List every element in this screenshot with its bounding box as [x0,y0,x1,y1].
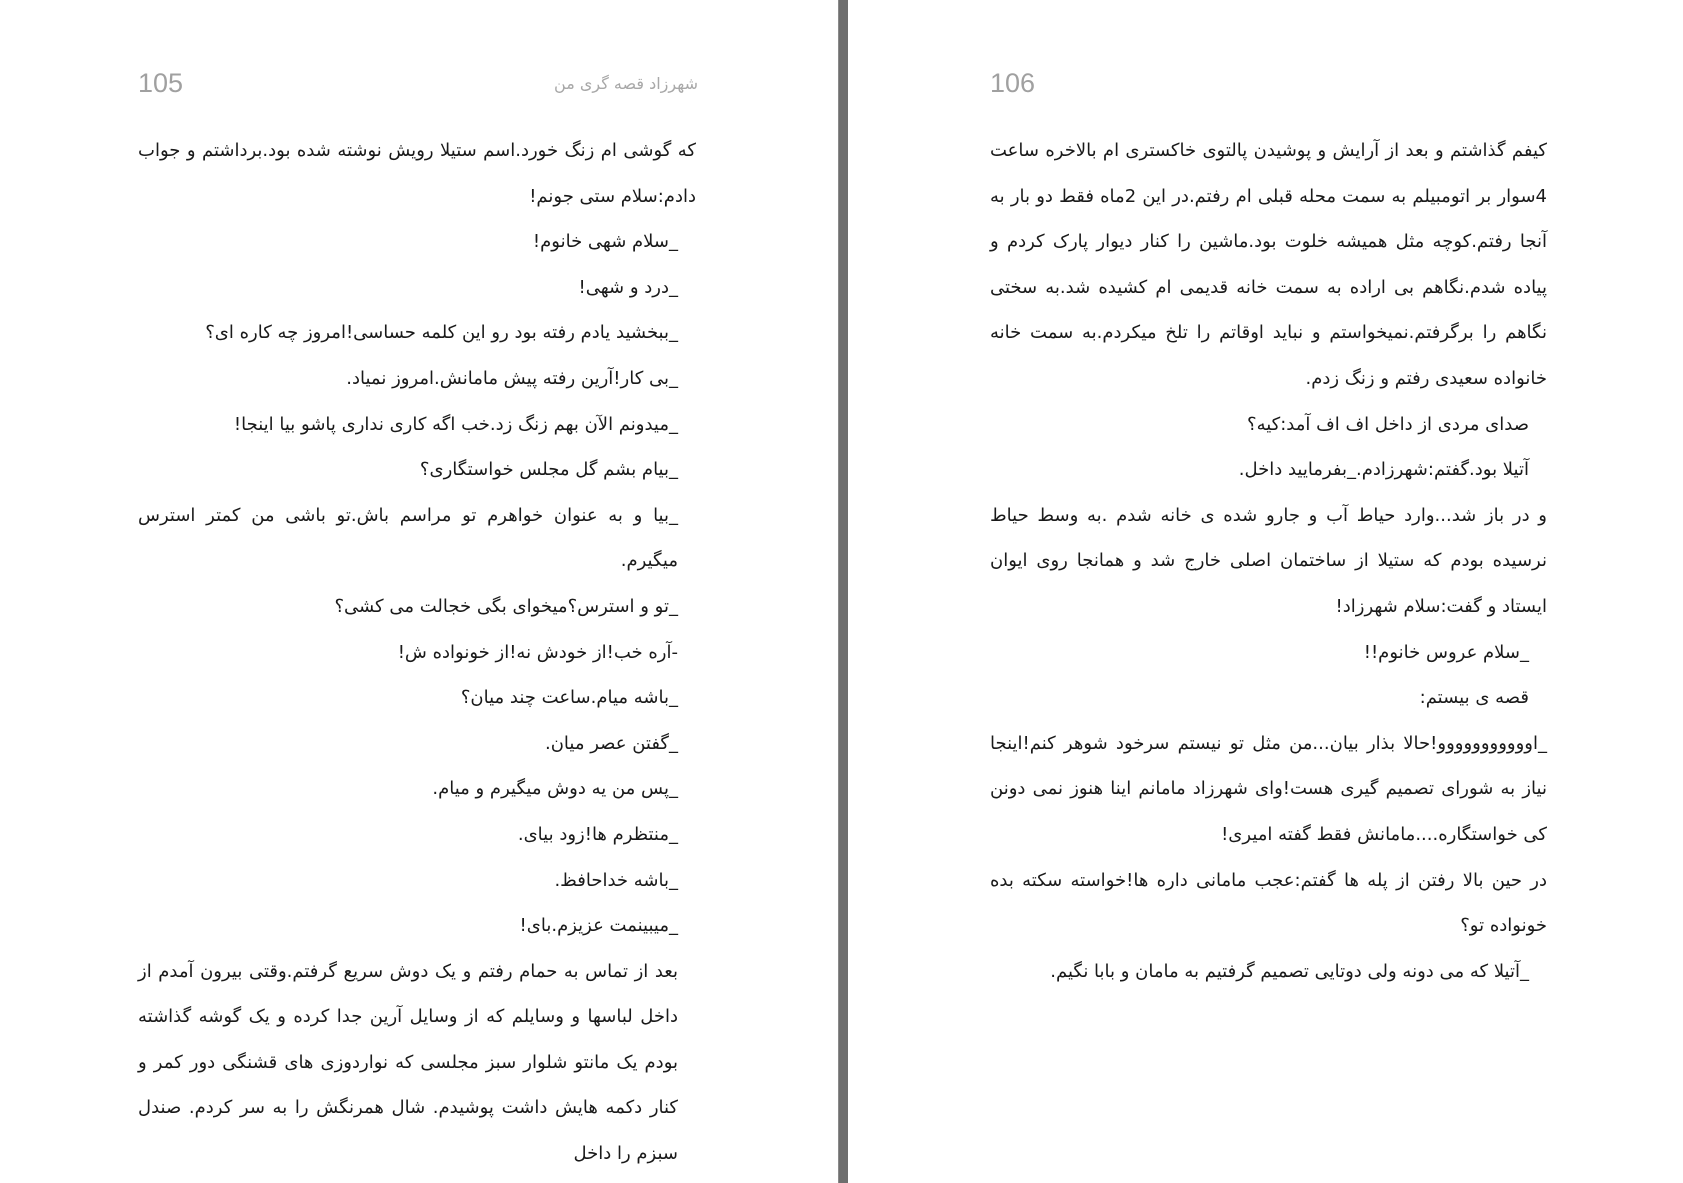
right-page [848,0,1683,1183]
paragraph: _اووووووووووو!حالا بذار بیان...من مثل تو نیستم سرخود شوهر کنم!اینجا نیاز به شورای تصمیم گیری هست!وای شهرزاد مامانم اینا هنوز نمی دونن کی خواستگاره....مامانش فقط گفته امیری! [990,732,1547,845]
running-title: شهرزاد قصه گری من [554,74,698,93]
dialogue-line: _آتیلا که می دونه ولی دوتایی تصمیم گرفتیم به مامان و بابا نگیم. [1050,960,1529,982]
dialogue-line: _گفتن عصر میان. [544,732,678,754]
dialogue-line: _بی کار!آرین رفته پیش مامانش.امروز نمیاد. [346,367,678,389]
dialogue-line: _ببخشید یادم رفته بود رو این کلمه حساسی!امروز چه کاره ای؟ [205,322,678,344]
dialogue-line: _پس من یه دوش میگیرم و میام. [432,778,678,800]
paragraph: در حین بالا رفتن از پله ها گفتم:عجب مامانی داره ها!خواسته سکته بده خونواده تو؟ [990,869,1547,937]
dialogue-line: _بیا و به عنوان خواهرم تو مراسم باش.تو باشی من کمتر استرس میگیرم. [138,504,678,572]
dialogue-line: _تو و استرس؟میخوای بگی خجالت می کشی؟ [334,595,678,617]
paragraph: و در باز شد...وارد حیاط آ‌ب و جارو شده ی خانه شدم .به وسط حیاط نرسیده بودم که ستیلا از ساختمان اصلی خارج شد و همانجا روی ایوان ایستاد و گفت:سلام شهرزاد! [990,504,1547,617]
dialogue-line: بعد از تماس به حمام رفتم و یک دوش سریع گرفتم.وقتی بیرون آمدم از داخل لباسها و وسایلم که از وسایل آرین جدا کرده و یک گوشه گذاشته بودم یک مانتو شلوار سبز مجلسی که نواردوزی های قشنگی دور کمر و کنار دکمه هایش داشت پوشیدم. شال همرنگش را به سر کردم. صندل سبزم را داخل [138,960,678,1165]
dialogue-line: _میدونم الآن بهم زنگ زد.خب اگه کاری نداری پاشو بیا اینجا! [233,413,678,435]
dialogue-line: _سلام عروس خانوم!! [1363,641,1529,663]
dialogue-line: _باشه خداحافظ. [554,869,678,891]
dialogue-line: _منتظرم ها!زود بیای. [517,823,678,845]
paragraph: کیفم گذاشتم و بعد از آرایش و پوشیدن پالتوی خاکستری ام بالاخره ساعت 4سوار بر اتومبیلم به سمت محله قبلی ام رفتم.در این 2ماه فقط دو بار به آنجا رفتم.کوچه مثل همیشه خلوت بود.ماشین را کنار دیوار پارک کردم و پیاده شدم.نگاهم بی اراده به سمت خانه قدیمی ام کشیده شد.به سختی نگاهم را برگرفتم.نمیخواستم و نباید اوقاتم را تلخ میکردم.به سمت خانه خانواده سعیدی رفتم و زنگ زدم. [990,140,1547,389]
dialogue-line: آتیلا بود.گفتم:شهرزادم._بفرمایید داخل. [1238,459,1529,481]
dialogue-line: -آره خب!از خودش نه!از خونواده ش! [397,641,678,663]
dialogue-line: _باشه میام.ساعت چند میان؟ [460,687,678,709]
page-body-text [990,128,1547,994]
page-body-text [138,128,696,1177]
paragraph: که گوشی ام زنگ خورد.اسم ستیلا رویش نوشته شده بود.برداشتم و جواب دادم:سلام ستی جونم! [138,140,696,207]
dialogue-line: صدای مردی از داخل اف اف آمد:کیه؟ [1247,413,1529,435]
left-page [0,0,838,1183]
dialogue-line: _سلام شهی خانوم! [532,231,678,253]
page-number: 105 [138,68,184,98]
dialogue-line: _میبینمت عزیزم.بای! [519,915,678,937]
page-number: 106 [990,68,1036,98]
dialogue-line: قصه ی بیستم: [1419,687,1529,709]
dialogue-line: _بیام بشم گل مجلس خواستگاری؟ [419,459,678,481]
dialogue-line: _درد و شهی! [578,276,678,298]
